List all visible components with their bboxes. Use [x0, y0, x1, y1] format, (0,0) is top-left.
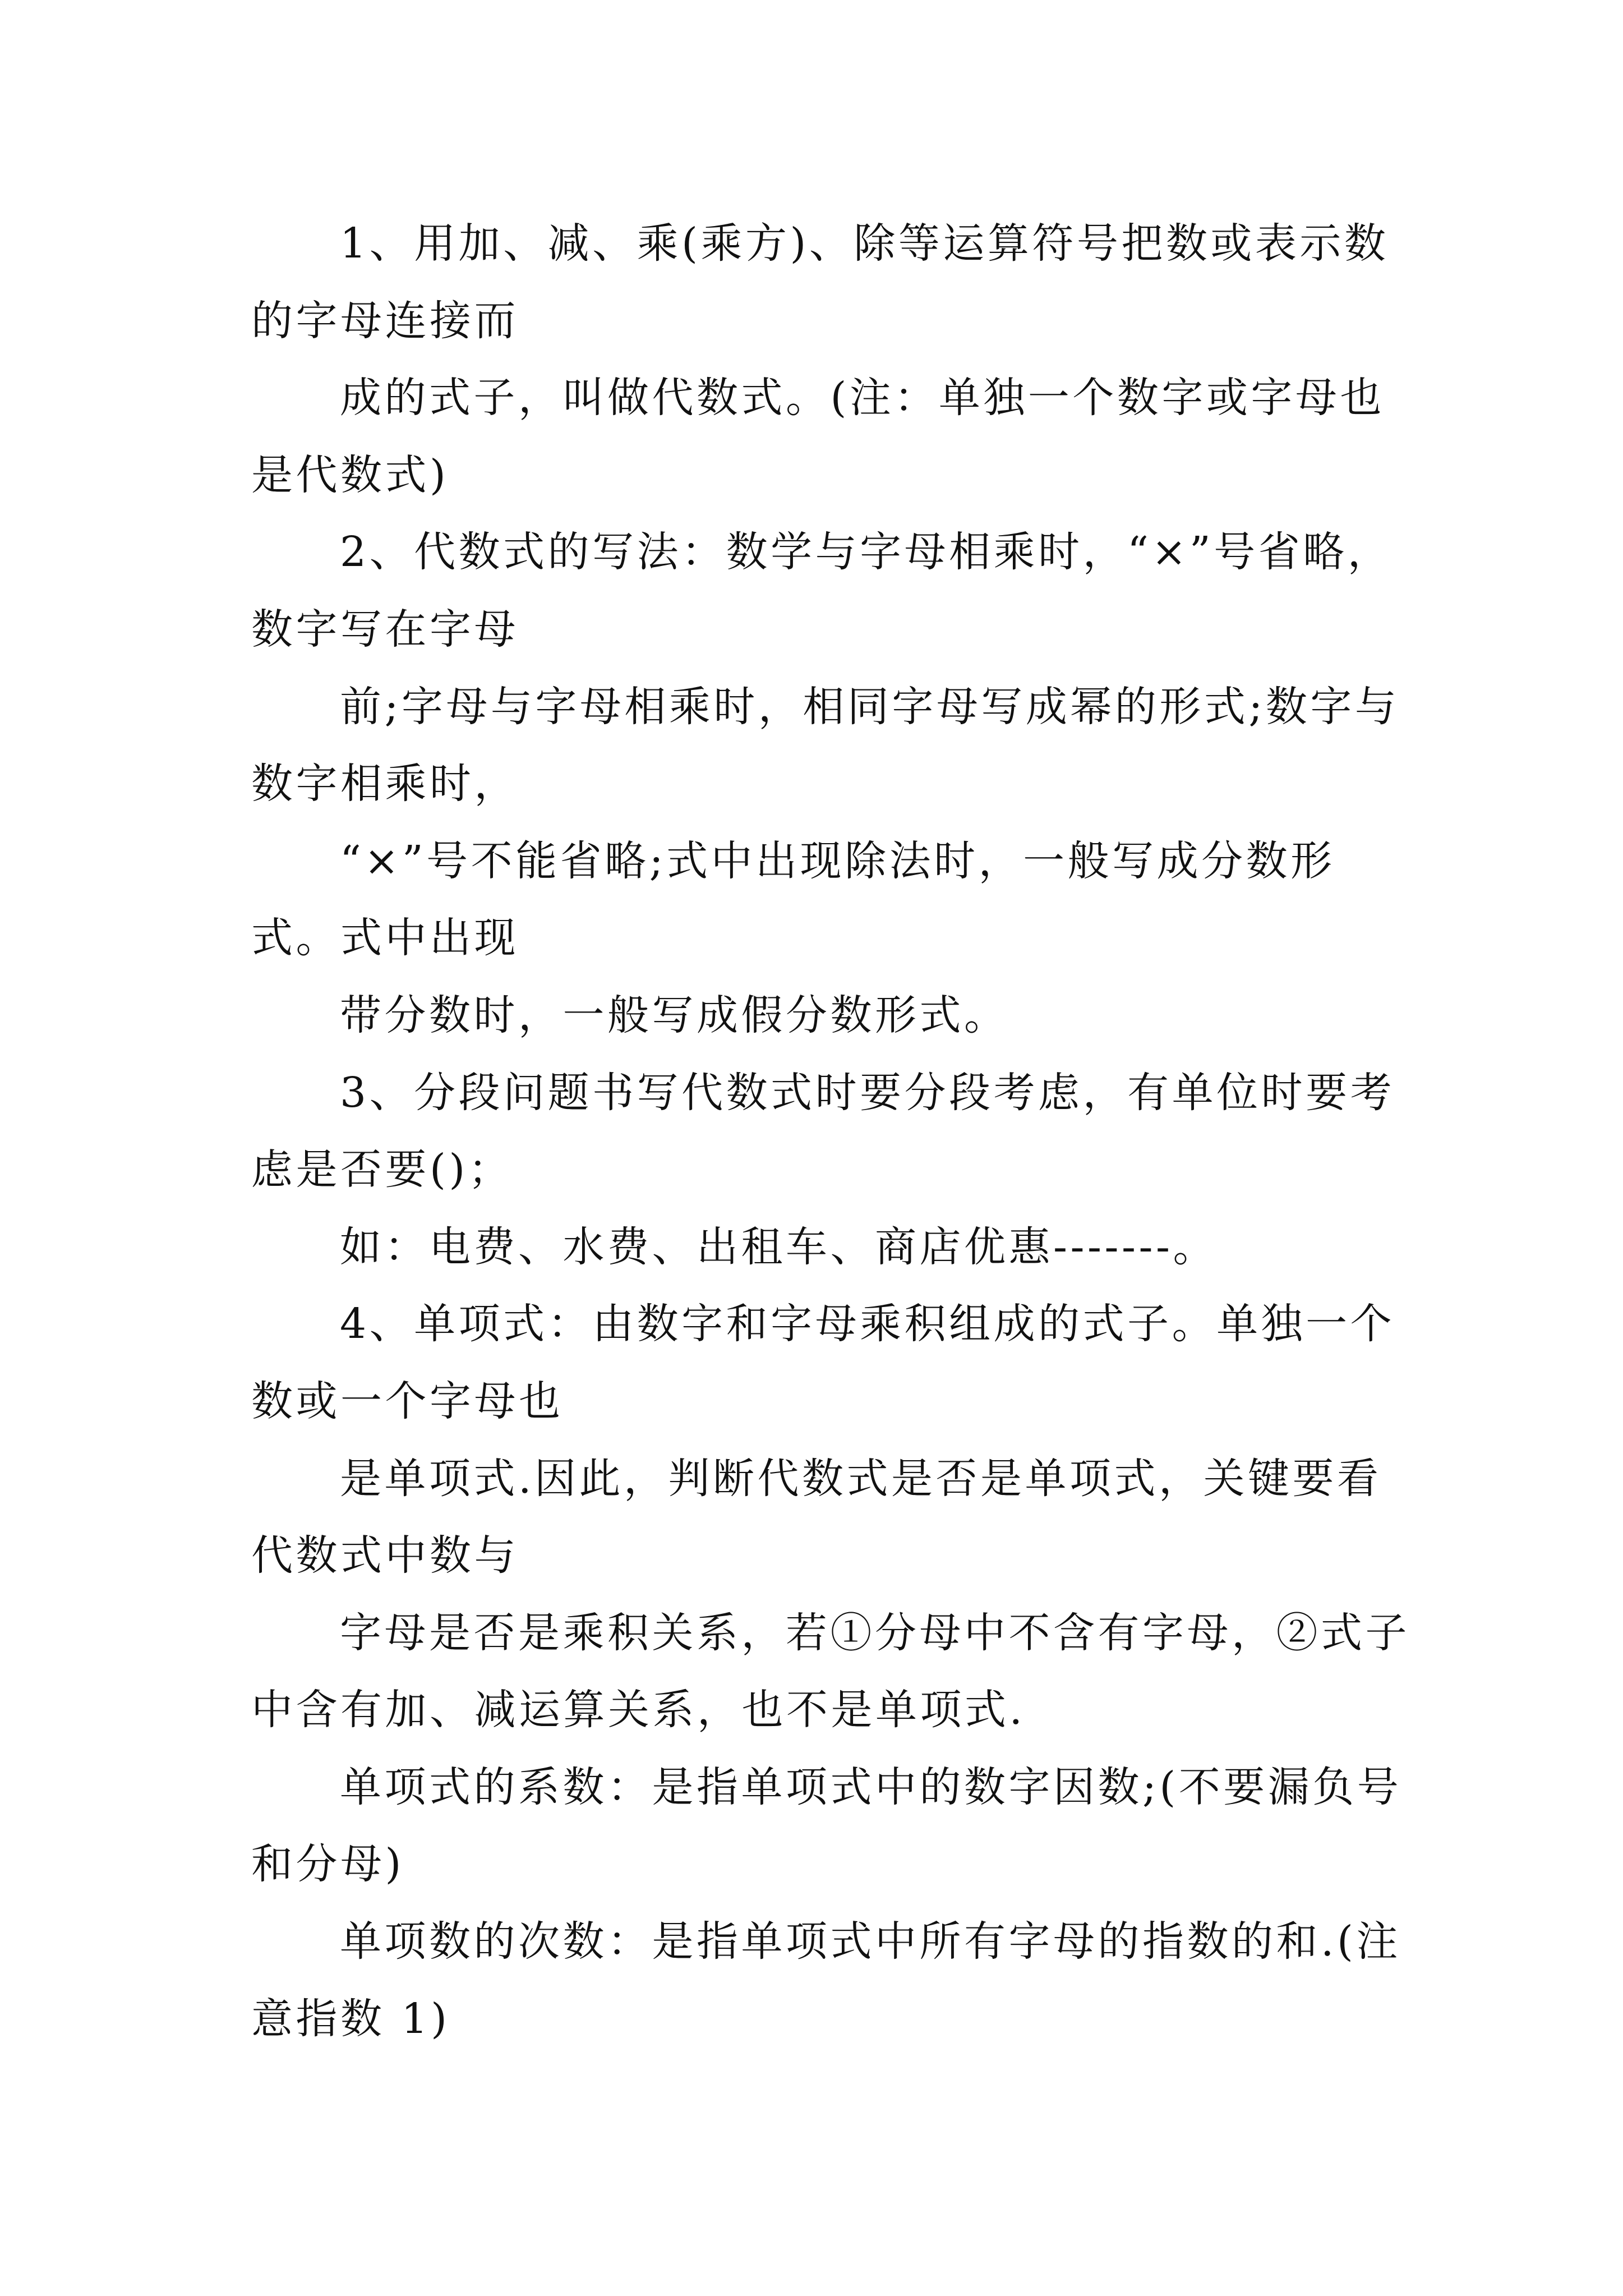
text-line: 虑是否要()； — [251, 1145, 513, 1194]
text-line: 3、分段问题书写代数式时要分段考虑，有单位时要考 — [340, 1068, 1395, 1117]
text-line: 中含有加、减运算关系，也不是单项式. — [251, 1686, 1026, 1734]
text-line: 2、代数式的写法：数学与字母相乘时，“×”号省略， — [340, 528, 1393, 577]
text-line: 和分母) — [251, 1840, 404, 1889]
text-line: 带分数时，一般写成假分数形式。 — [340, 991, 1009, 1039]
text-line: 单项式的系数：是指单项式中的数字因数;(不要漏负号 — [340, 1763, 1402, 1811]
text-line: 数字相乘时， — [251, 760, 519, 808]
paragraph-8 — [251, 1209, 1541, 1286]
paragraph-6 — [251, 977, 1541, 1055]
text-line: 是单项式.因此，判断代数式是否是单项式，关键要看 — [340, 1454, 1382, 1503]
text-line: 4、单项式：由数字和字母乘积组成的式子。单独一个 — [340, 1300, 1395, 1349]
paragraph-12 — [251, 1749, 1541, 1903]
text-line: 是代数式) — [251, 450, 449, 499]
paragraph-11 — [251, 1595, 1541, 1749]
text-line: 的字母连接而 — [251, 296, 519, 345]
text-line: 数字写在字母 — [251, 605, 519, 654]
text-line: 意指数 1) — [251, 1994, 450, 2043]
text-line: 1、用加、减、乘(乘方)、除等运算符号把数或表示数 — [340, 219, 1389, 268]
text-line: 字母是否是乘积关系，若①分母中不含有字母，②式子 — [340, 1608, 1410, 1657]
paragraph-4 — [251, 669, 1541, 823]
paragraph-5 — [251, 823, 1541, 977]
text-line: 前;字母与字母相乘时，相同字母写成幂的形式;数字与 — [340, 682, 1400, 731]
text-line: 代数式中数与 — [251, 1531, 519, 1580]
text-line: 单项数的次数：是指单项式中所有字母的指数的和.(注 — [340, 1917, 1401, 1966]
paragraph-3 — [251, 514, 1541, 668]
paragraph-7 — [251, 1055, 1541, 1209]
paragraph-10 — [251, 1441, 1541, 1595]
text-line: 数或一个字母也 — [251, 1377, 564, 1425]
paragraph-13 — [251, 1903, 1541, 2058]
paragraph-9 — [251, 1286, 1541, 1440]
text-line: 如：电费、水费、出租车、商店优惠-------。 — [340, 1222, 1218, 1271]
text-line: “×”号不能省略;式中出现除法时，一般写成分数形 — [340, 836, 1335, 885]
document-body — [251, 205, 1541, 2058]
text-line: 式。式中出现 — [251, 914, 519, 963]
text-line: 成的式子，叫做代数式。(注：单独一个数字或字母也 — [340, 374, 1385, 422]
paragraph-2 — [251, 360, 1541, 514]
paragraph-1 — [251, 205, 1541, 360]
